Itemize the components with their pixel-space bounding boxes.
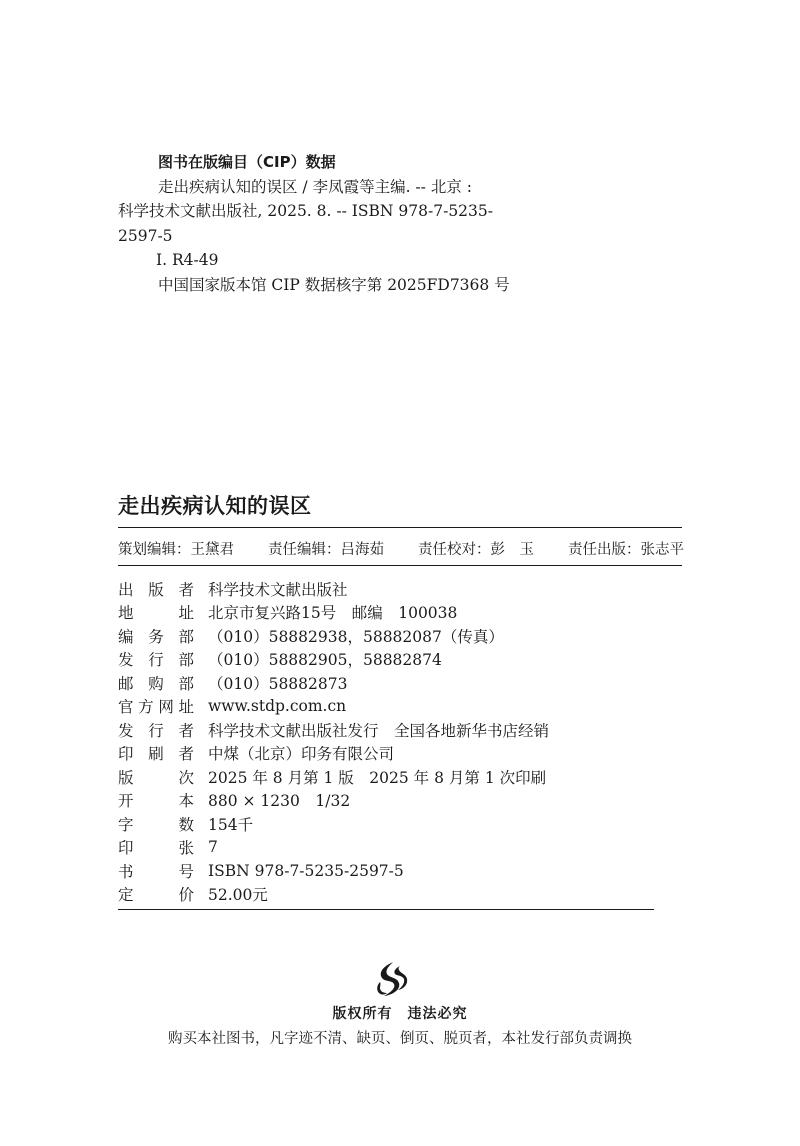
imprint-label-char: 发 xyxy=(118,651,134,670)
imprint-value: ISBN 978-7-5235-2597-5 xyxy=(208,861,404,880)
imprint-row xyxy=(118,742,678,766)
imprint-label-char: 次 xyxy=(178,768,194,787)
imprint-value: 科学技术文献出版社 xyxy=(208,580,348,599)
imprint-label xyxy=(118,578,206,600)
cip-line-3: 2597-5 xyxy=(118,226,173,245)
rights-reserved: 版权所有 违法必究 xyxy=(332,1006,468,1022)
cip-block xyxy=(118,150,558,297)
imprint-row xyxy=(118,695,678,719)
imprint-value: （010）58882938，58882087（传真） xyxy=(208,627,504,646)
imprint-label-char: 邮 xyxy=(118,674,134,693)
imprint-value: 52.00元 xyxy=(208,886,268,905)
imprint-value: 北京市复兴路15号 邮编 100038 xyxy=(208,604,458,623)
imprint-label xyxy=(118,648,206,670)
imprint-row xyxy=(118,601,678,625)
imprint-row xyxy=(118,718,678,742)
imprint-value: 2025 年 8 月第 1 版 2025 年 8 月第 1 次印刷 xyxy=(208,768,547,787)
imprint-label-char: 数 xyxy=(178,815,194,834)
cip-line-2: 科学技术文献出版社, 2025. 8. -- ISBN 978-7-5235- xyxy=(118,202,493,220)
imprint-label-char: 行 xyxy=(148,721,164,740)
imprint-value: （010）58882905，58882874 xyxy=(208,651,442,670)
imprint-label-char: 购 xyxy=(148,674,164,693)
imprint-label-char: 印 xyxy=(118,839,134,858)
production-manager: 责任出版：张志平 xyxy=(568,542,684,558)
imprint-label-char: 方 xyxy=(138,698,154,717)
imprint-label xyxy=(118,883,206,905)
imprint-label-char: 址 xyxy=(178,604,194,623)
imprint-label xyxy=(118,672,206,694)
imprint-label xyxy=(118,601,206,623)
imprint-label xyxy=(118,789,206,811)
imprint-label-char: 定 xyxy=(118,886,134,905)
imprint-label xyxy=(118,719,206,741)
imprint-value: （010）58882873 xyxy=(208,674,348,693)
imprint-label-char: 者 xyxy=(178,580,194,599)
imprint-row xyxy=(118,624,678,648)
imprint-label-char: 印 xyxy=(118,745,134,764)
imprint-rule xyxy=(118,909,654,910)
imprint-label-char: 者 xyxy=(178,745,194,764)
cip-approval-number: 中国国家版本馆 CIP 数据核字第 2025FD7368 号 xyxy=(158,275,510,294)
imprint-label-char: 网 xyxy=(158,698,174,717)
imprint-label-char: 行 xyxy=(148,651,164,670)
imprint-label-char: 部 xyxy=(178,651,194,670)
imprint-value: 科学技术文献出版社发行 全国各地新华书店经销 xyxy=(208,721,550,740)
cip-title: 图书在版编目（CIP）数据 xyxy=(158,153,336,171)
editors-line xyxy=(118,538,684,559)
imprint-label xyxy=(118,625,206,647)
imprint-label xyxy=(118,860,206,882)
imprint-label-char: 刷 xyxy=(148,745,164,764)
imprint-label-char: 官 xyxy=(118,698,134,717)
imprint-label-char: 价 xyxy=(178,886,194,905)
imprint-label-char: 者 xyxy=(178,721,194,740)
imprint-value: 880 × 1230 1/32 xyxy=(208,792,351,811)
imprint-label-char: 部 xyxy=(178,627,194,646)
imprint-row xyxy=(118,836,678,860)
imprint-label-char: 版 xyxy=(118,768,134,787)
imprint-label xyxy=(118,695,206,717)
proofreader: 责任校对：彭 玉 xyxy=(418,542,534,558)
imprint-label-char: 务 xyxy=(148,627,164,646)
imprint-row xyxy=(118,577,678,601)
imprint-table xyxy=(118,577,678,906)
imprint-label-char: 号 xyxy=(178,862,194,881)
imprint-row xyxy=(118,859,678,883)
editors-rule xyxy=(118,565,682,566)
imprint-label xyxy=(118,766,206,788)
imprint-label xyxy=(118,836,206,858)
imprint-row xyxy=(118,648,678,672)
imprint-label-char: 址 xyxy=(178,698,194,717)
imprint-label-char: 开 xyxy=(118,792,134,811)
cip-line-1: 走出疾病认知的误区 / 李凤霞等主编. -- 北京 : xyxy=(158,177,472,196)
imprint-label-char: 书 xyxy=(118,862,134,881)
planning-editor: 策划编辑：王黛君 xyxy=(118,542,234,558)
imprint-label-char: 地 xyxy=(118,604,134,623)
imprint-label-char: 本 xyxy=(178,792,194,811)
imprint-value: 154千 xyxy=(208,815,254,834)
replacement-notice: 购买本社图书，凡字迹不清、缺页、倒页、脱页者，本社发行部负责调换 xyxy=(168,1031,632,1047)
imprint-label-char: 部 xyxy=(178,674,194,693)
imprint-value: www.stdp.com.cn xyxy=(208,697,347,716)
imprint-row xyxy=(118,883,678,907)
imprint-value: 中煤（北京）印务有限公司 xyxy=(208,745,395,764)
book-title: 走出疾病认知的误区 xyxy=(118,494,312,518)
imprint-row xyxy=(118,765,678,789)
imprint-label-char: 编 xyxy=(118,627,134,646)
publisher-logo-icon xyxy=(372,960,410,1000)
imprint-row xyxy=(118,671,678,695)
imprint-value: 7 xyxy=(208,838,218,857)
imprint-label-char: 版 xyxy=(148,580,164,599)
imprint-label xyxy=(118,813,206,835)
imprint-label-char: 字 xyxy=(118,815,134,834)
imprint-label-char: 出 xyxy=(118,580,134,599)
imprint-label-char: 张 xyxy=(178,839,194,858)
imprint-row xyxy=(118,812,678,836)
imprint-row xyxy=(118,789,678,813)
cip-classification: Ⅰ. R4-49 xyxy=(156,251,219,269)
imprint-label-char: 发 xyxy=(118,721,134,740)
responsible-editor: 责任编辑：吕海茹 xyxy=(268,542,384,558)
imprint-label xyxy=(118,742,206,764)
title-rule xyxy=(118,527,682,528)
